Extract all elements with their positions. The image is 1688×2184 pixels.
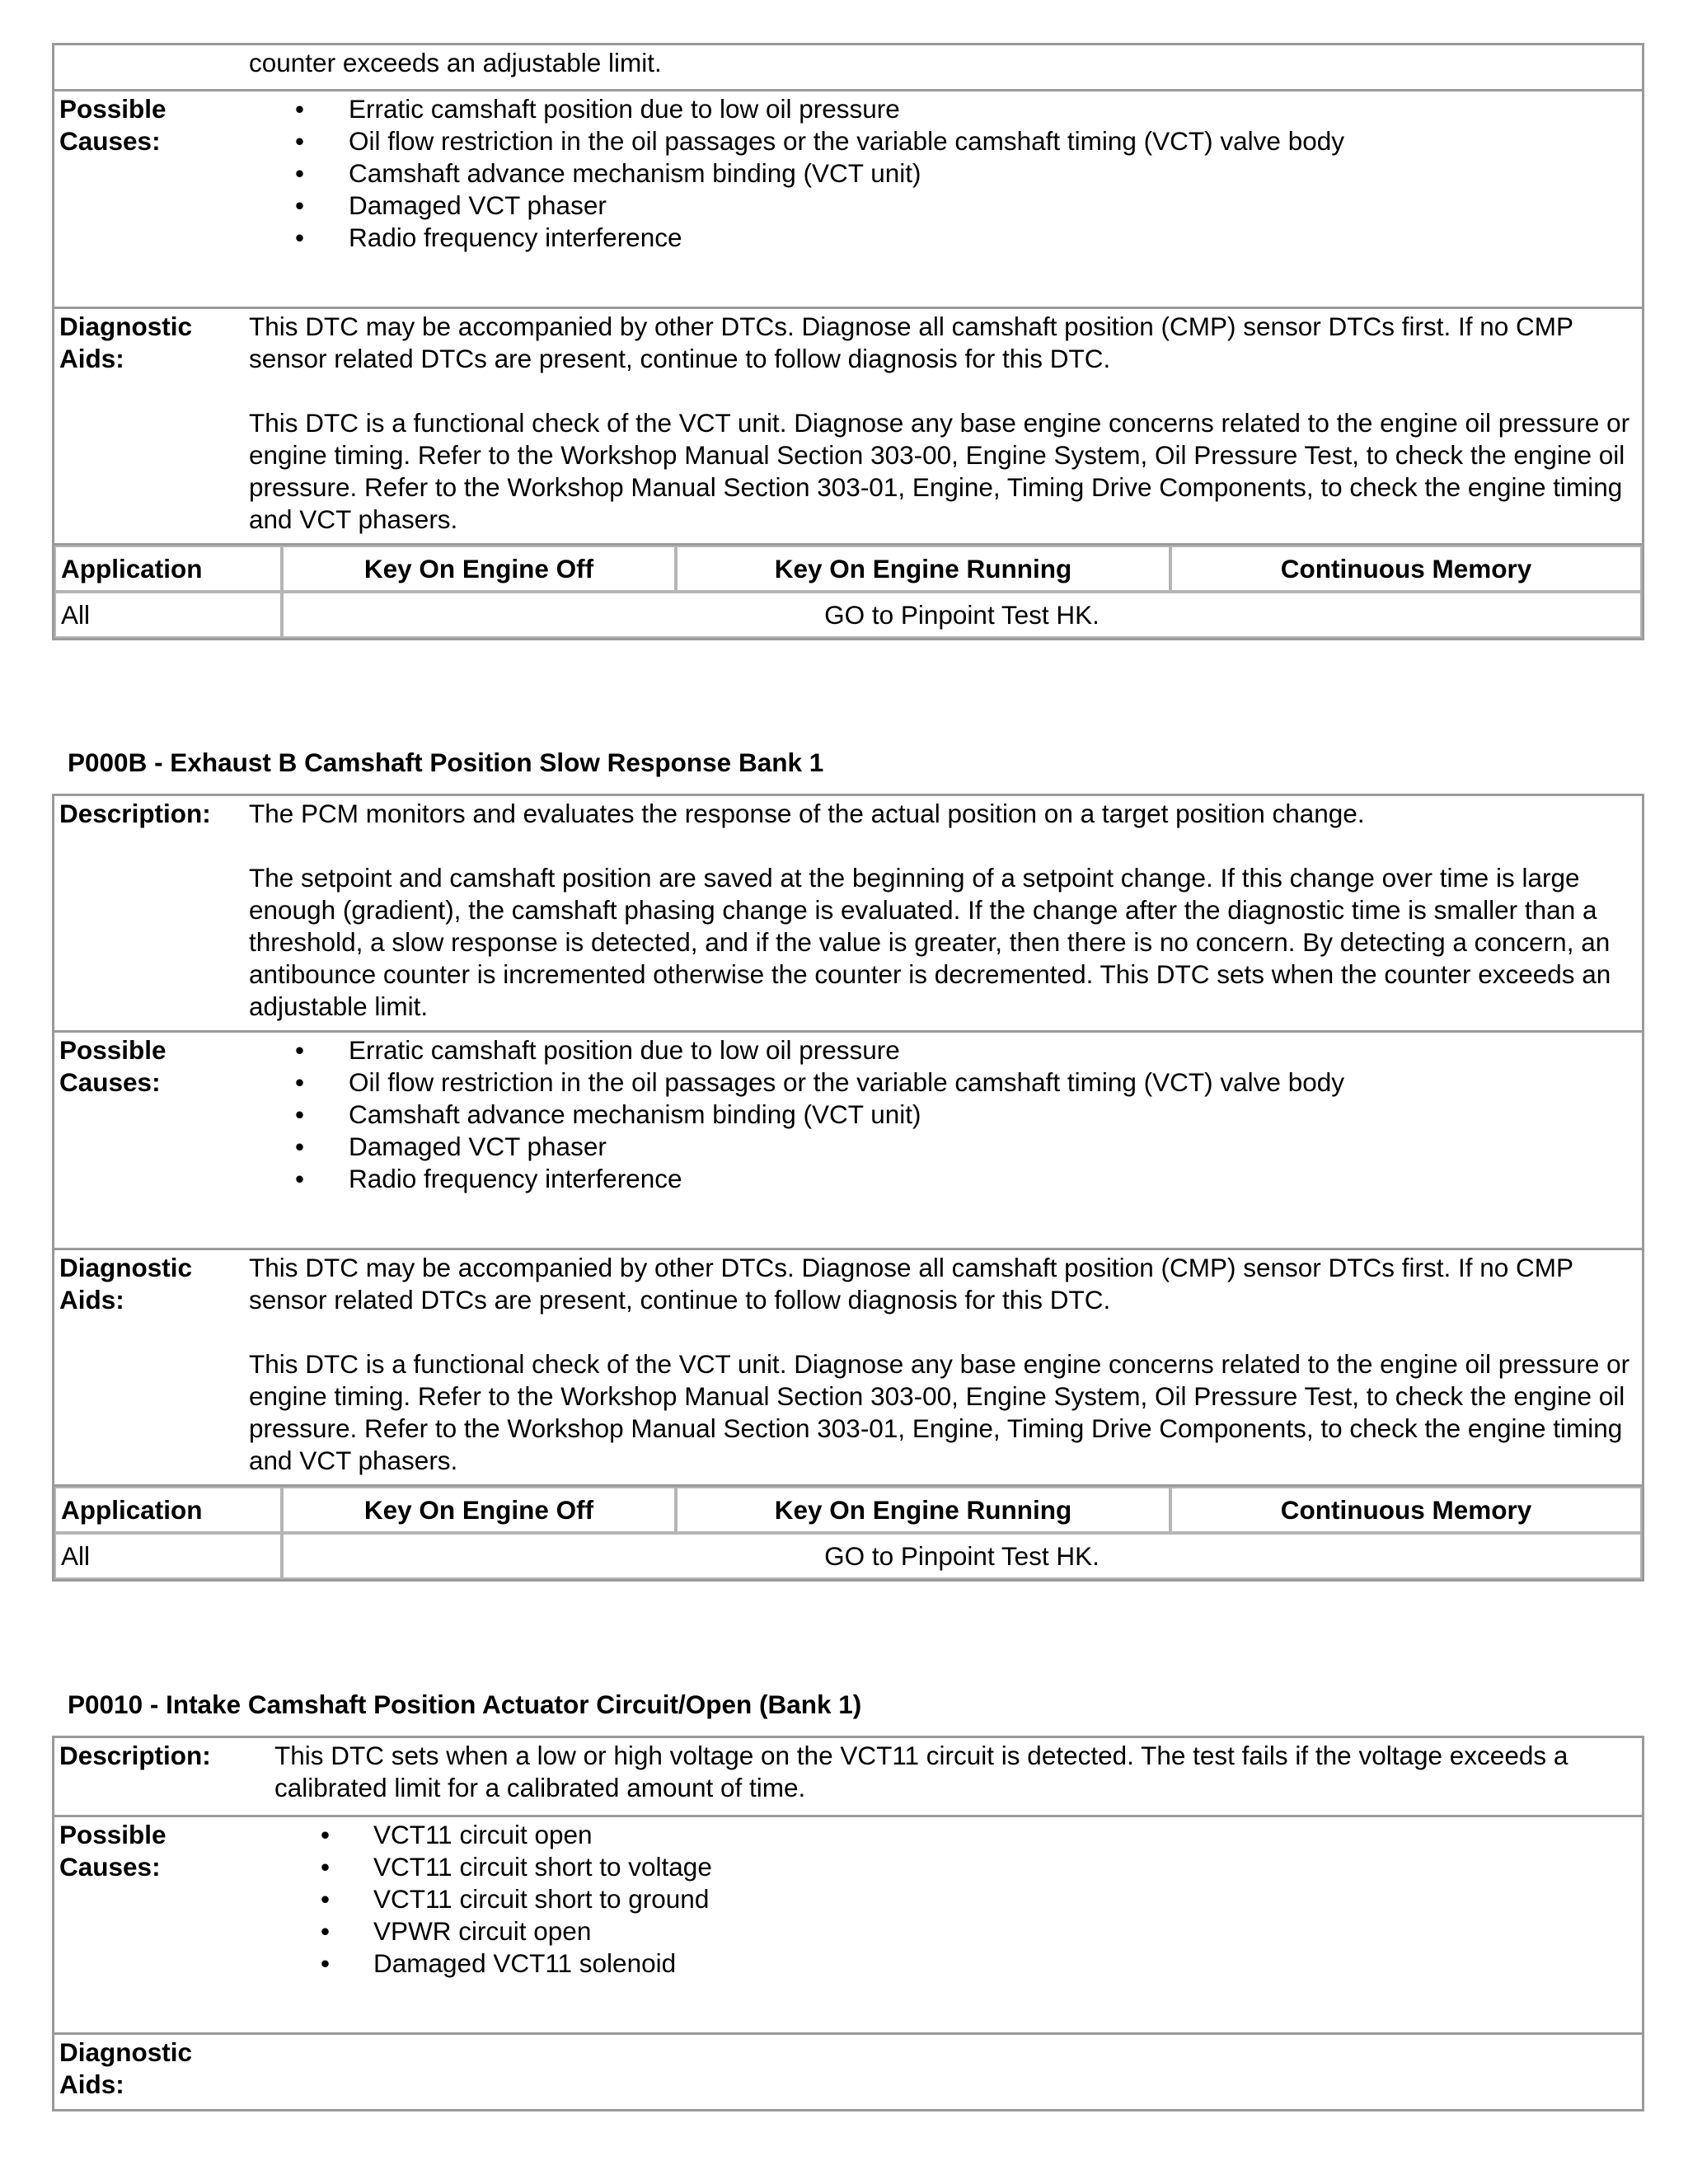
possible-causes-list: [249, 1034, 1634, 1195]
list-item: • VCT11 circuit open: [274, 1819, 1634, 1851]
application-value: All: [54, 592, 282, 638]
list-item: • Radio frequency interference: [249, 222, 1634, 254]
possible-causes-row: [54, 1033, 1642, 1250]
list-item: • VPWR circuit open: [274, 1915, 1634, 1947]
koeo-header: Key On Engine Off: [282, 1487, 676, 1533]
description-tail: counter exceeds an adjustable limit.: [249, 48, 662, 77]
possible-causes-label: Possible Causes:: [59, 94, 166, 156]
koer-header: Key On Engine Running: [676, 546, 1170, 592]
diagnostic-aids-label: Diagnostic Aids:: [59, 2037, 193, 2099]
list-item: • Damaged VCT phaser: [249, 1131, 1634, 1163]
pinpoint-test-link[interactable]: GO to Pinpoint Test HK.: [282, 592, 1642, 638]
possible-causes-list: [249, 93, 1634, 254]
paragraph: This DTC is a functional check of the VCT unit. Diagnose any base engine concerns related to the engine oil pressure or engine timing. Refer to the Workshop Manual Section 303-00, Engine System, Oil Pressure Test, to check the engine oil pressure. Refer to the Workshop Manual Section 303-01, Engine, Timing Drive Components, to check the engine timing and VCT phasers.: [249, 408, 1630, 534]
application-header: Application: [54, 546, 282, 592]
list-item: • Damaged VCT phaser: [249, 190, 1634, 222]
possible-causes-label: Possible Causes:: [59, 1035, 166, 1097]
possible-causes-label: Possible Causes:: [59, 1820, 166, 1882]
application-header-row: [54, 546, 1642, 592]
application-header: Application: [54, 1487, 282, 1533]
possible-causes-row: [54, 91, 1642, 309]
possible-causes-row: [54, 1817, 1642, 2035]
description-row: [54, 45, 1642, 91]
diagnostic-aids-row: [54, 2035, 1642, 2109]
continuous-memory-header: Continuous Memory: [1170, 1487, 1642, 1533]
description-label: Description:: [59, 799, 211, 828]
paragraph: The setpoint and camshaft position are saved at the beginning of a setpoint change. If this change over time is large enough (gradient), the camshaft phasing change is evaluated. If the change after the diagnostic time is smaller than a threshold, a slow response is detected, and if the value is greater, then there is no concern. By detecting a concern, an antibounce counter is incremented otherwise the counter is decremented. This DTC sets when the counter exceeds an adjustable limit.: [249, 863, 1611, 1021]
list-item: • Erratic camshaft position due to low oil pressure: [249, 1034, 1634, 1066]
diagnostic-aids-text: [249, 1250, 1642, 1479]
pinpoint-test-link[interactable]: GO to Pinpoint Test HK.: [282, 1533, 1642, 1579]
list-item: • VCT11 circuit short to voltage: [274, 1851, 1634, 1883]
diagnostic-aids-row: [54, 309, 1642, 546]
dtc-table-p000b: [52, 794, 1644, 1582]
koeo-header: Key On Engine Off: [282, 546, 676, 592]
list-item: • Camshaft advance mechanism binding (VCT unit): [249, 157, 1634, 190]
possible-causes-list: [274, 1819, 1634, 1980]
list-item: • Oil flow restriction in the oil passages or the variable camshaft timing (VCT) valve body: [249, 1066, 1634, 1099]
diagnostic-aids-text: [249, 309, 1642, 537]
description-text: This DTC sets when a low or high voltage on the VCT11 circuit is detected. The test fails if the voltage exceeds a calibrated limit for a calibrated amount of time.: [274, 1741, 1568, 1802]
dtc-table-continued: [52, 43, 1644, 640]
application-row: [54, 1533, 1642, 1579]
application-row: [54, 592, 1642, 638]
koer-header: Key On Engine Running: [676, 1487, 1170, 1533]
paragraph: This DTC may be accompanied by other DTCs. Diagnose all camshaft position (CMP) sensor DTCs first. If no CMP sensor related DTCs are present, continue to follow diagnosis for this DTC.: [249, 1253, 1573, 1315]
diagnostic-aids-label: Diagnostic Aids:: [59, 312, 193, 373]
dtc-title: P000B - Exhaust B Camshaft Position Slow Response Bank 1: [68, 748, 824, 777]
list-item: • Oil flow restriction in the oil passages or the variable camshaft timing (VCT) valve body: [249, 125, 1634, 157]
continuous-memory-header: Continuous Memory: [1170, 546, 1642, 592]
dtc-table-p0010: [52, 1736, 1644, 2111]
paragraph: This DTC may be accompanied by other DTCs. Diagnose all camshaft position (CMP) sensor DTCs first. If no CMP sensor related DTCs are present, continue to follow diagnosis for this DTC.: [249, 312, 1573, 373]
list-item: • VCT11 circuit short to ground: [274, 1883, 1634, 1915]
list-item: • Radio frequency interference: [249, 1163, 1634, 1195]
application-header-row: [54, 1487, 1642, 1533]
application-value: All: [54, 1533, 282, 1579]
diagnostic-aids-label: Diagnostic Aids:: [59, 1253, 193, 1315]
list-item: • Erratic camshaft position due to low oil pressure: [249, 93, 1634, 125]
dtc-title: P0010 - Intake Camshaft Position Actuator Circuit/Open (Bank 1): [68, 1690, 862, 1719]
description-label: Description:: [59, 1741, 211, 1770]
description-row: [54, 1738, 1642, 1817]
description-row: [54, 796, 1642, 1033]
diagnostic-aids-row: [54, 1250, 1642, 1487]
description-text: [249, 796, 1642, 1024]
paragraph: The PCM monitors and evaluates the response of the actual position on a target position change.: [249, 799, 1365, 828]
paragraph: This DTC is a functional check of the VCT unit. Diagnose any base engine concerns related to the engine oil pressure or engine timing. Refer to the Workshop Manual Section 303-00, Engine System, Oil Pressure Test, to check the engine oil pressure. Refer to the Workshop Manual Section 303-01, Engine, Timing Drive Components, to check the engine timing and VCT phasers.: [249, 1349, 1630, 1475]
list-item: • Damaged VCT11 solenoid: [274, 1947, 1634, 1980]
list-item: • Camshaft advance mechanism binding (VCT unit): [249, 1099, 1634, 1131]
